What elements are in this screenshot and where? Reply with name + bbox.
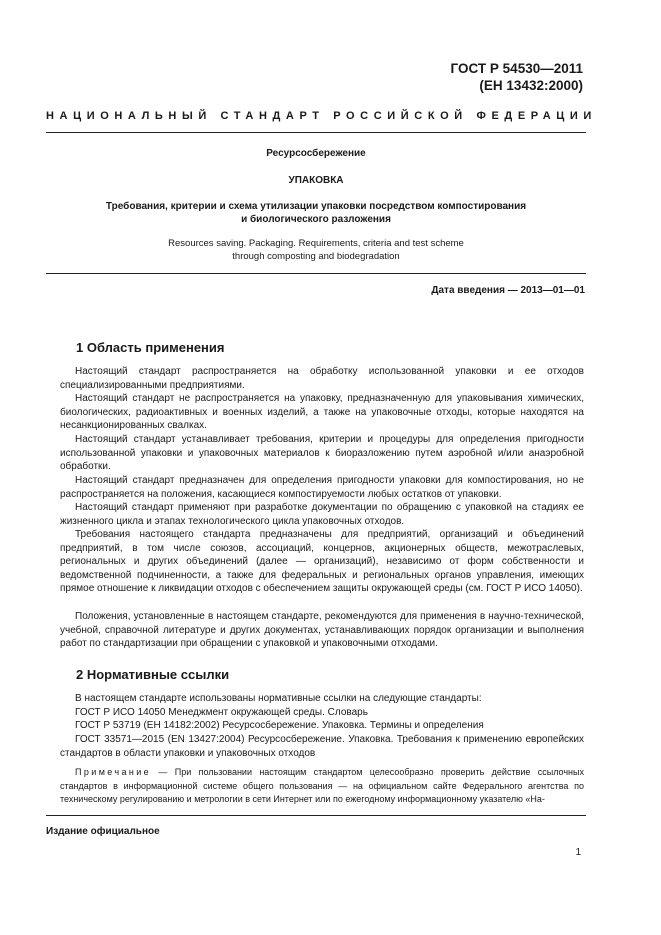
- section1-paragraph: Требования настоящего стандарта предназначены для предприятий, организаций и объединений предприятий, в том числе союзов, ассоциаций, концернов, акционерных обществ, межотраслевых, региональных и других объединений (далее — организаций), независимо от форм собственности и ведомственной подчиненности, а также для федеральных и региональных органов управления, имеющих прямое отношение к ликвидации отходов с обеспечением защиты окружающей среды (см. ГОСТ Р ИСО 14050).: [60, 529, 584, 595]
- national-standard-line: НАЦИОНАЛЬНЫЙ СТАНДАРТ РОССИЙСКОЙ ФЕДЕРАЦИИ: [46, 110, 597, 122]
- page-number: 1: [575, 847, 581, 858]
- title-rule: [46, 273, 586, 274]
- section1-paragraph: Настоящий стандарт не распространяется на упаковку, предназначенную для упаковывания химических, биологических, радиоактивных и военных изделий, а также на упаковочные отходы, которые находятся на несанкционированных свалках.: [60, 393, 584, 432]
- note-label: Примечание: [75, 767, 152, 777]
- title-subtitle-line2: и биологического разложения: [241, 214, 391, 225]
- header-rule: [46, 132, 586, 133]
- title-main: УПАКОВКА: [288, 175, 344, 186]
- section1-paragraph: Настоящий стандарт предназначен для определения пригодности упаковки для компостирования, но не распространяется на положения, касающиеся компостируемости любых остатков от упаковки.: [60, 475, 584, 500]
- reference-note: [60, 766, 584, 807]
- title-series: Ресурсосбережение: [266, 148, 366, 159]
- section2-heading: 2 Нормативные ссылки: [76, 667, 230, 682]
- section1-paragraph: Настоящий стандарт устанавливает требования, критерии и процедуры для определения пригодности использованной упаковки и упаковочных материалов к биоразложению путем аэробной и/или анаэробной обработки.: [60, 434, 584, 473]
- standard-number: ГОСТ Р 54530—2011: [450, 61, 583, 76]
- title-subtitle-line1: Требования, критерии и схема утилизации упаковки посредством компостирования: [105, 201, 527, 212]
- note-text: — При пользовании настоящим стандартом целесообразно проверить действие ссылочных стандартов в информационной системе общего пользования — на официальном сайте Федерального агентства по техническому регулированию и метрологии в сети Интернет или по ежегодному информационному указателю «На-: [60, 767, 584, 805]
- section1-paragraph: Настоящий стандарт распространяется на обработку использованной упаковки и ее отходов специализированными предприятиями.: [60, 366, 584, 391]
- section1-paragraph: Положения, установленные в настоящем стандарте, рекомендуются для применения в научно-технической, учебной, справочной литературе и других документах, устанавливающих порядок организации и выполнения работ по стандартизации при обращении с упаковкой и упаковочными отходами.: [60, 611, 584, 650]
- title-english-line1: Resources saving. Packaging. Requirements, criteria and test scheme: [168, 238, 464, 249]
- section2-intro: В настоящем стандарте использованы нормативные ссылки на следующие стандарты:: [75, 693, 482, 704]
- section1-paragraph: Настоящий стандарт применяют при разработке документации по обращению с упаковкой на стадиях ее жизненного цикла и этапах технологического цикла упаковочных отходов.: [60, 502, 584, 527]
- reference-item: ГОСТ 33571—2015 (ЕN 13427:2004) Ресурсосбережение. Упаковка. Требования к применению европейских стандартов в области упаковки и упаковочных отходов: [60, 734, 584, 759]
- title-english-line2: through composting and biodegradation: [232, 251, 400, 262]
- reference-item: ГОСТ Р ИСО 14050 Менеджмент окружающей среды. Словарь: [75, 707, 368, 718]
- reference-item: ГОСТ Р 53719 (ЕН 14182:2002) Ресурсосбережение. Упаковка. Термины и определения: [75, 720, 484, 731]
- edition-label: Издание официальное: [46, 826, 160, 837]
- intro-date: Дата введения — 2013—01—01: [431, 285, 585, 296]
- footer-rule: [46, 815, 586, 816]
- standard-equivalent: (ЕН 13432:2000): [479, 78, 583, 93]
- section1-heading: 1 Область применения: [76, 340, 225, 355]
